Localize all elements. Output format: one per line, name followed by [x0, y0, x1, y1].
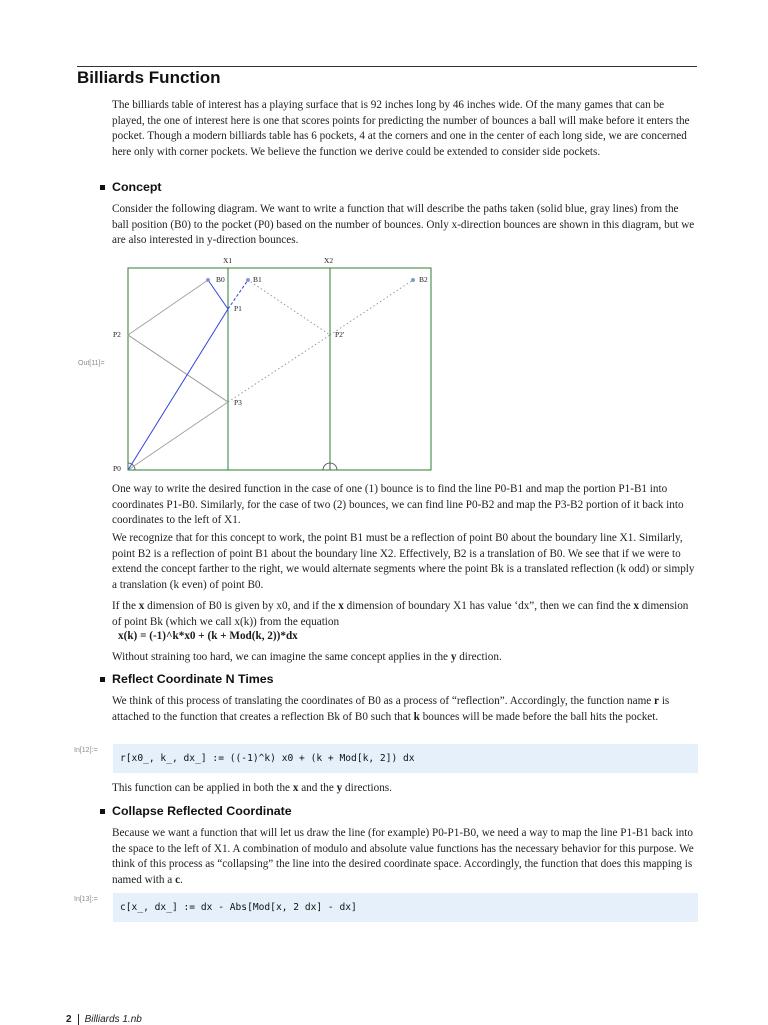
- reflect-paragraph-2: This function can be applied in both the x and the y directions.: [112, 782, 392, 794]
- page-number: 2: [66, 1014, 72, 1025]
- label-x1: X1: [223, 256, 233, 265]
- title-rule: [77, 66, 697, 67]
- gray-path-upper: [128, 280, 228, 402]
- concept-paragraph-3: We recognize that for this concept to work, the point B1 must be a reflection of point B0 about the boundary line X1. Similarly, point B2 is a reflection of point B1 about the boundary line X2. Effectively, B2 is a translation of B0. We see that if we were to extend the concept farther to the right, we would alternate segments where the point Bk is a translated reflection (k odd) or simply a translation (k even) of point B0.: [112, 532, 695, 591]
- section-heading: Collapse Reflected Coordinate: [112, 804, 292, 818]
- concept-paragraph-4: If the x dimension of B0 is given by x0, and if the x dimension of boundary X1 has value ‘dx”, then we can find the x dimension of point Bk (which we call x(k)) from the equation: [112, 600, 689, 628]
- input-label-12: In[12]:=: [74, 747, 98, 754]
- page-footer: [66, 1014, 142, 1025]
- dotted-path: [228, 280, 330, 402]
- concept-paragraph-5: Without straining too hard, we can imagine the same concept applies in the y direction.: [112, 651, 502, 663]
- ball-b2-icon: [411, 278, 415, 282]
- label-x2: X2: [324, 256, 334, 265]
- table-border: [128, 268, 431, 470]
- collapse-paragraph-1: Because we want a function that will let us draw the line (for example) P0-P1-B0, we need a way to map the line P1-B1 back into the space to the left of X1. A combination of modulo and absolute value functions has the necessary behavior for this purpose. We think of this process as “collapsing” the line into the desired coordinate space. Accordingly, the function that does this mapping is named with a c.: [112, 827, 694, 886]
- ball-b0-icon: [206, 278, 210, 282]
- section-concept[interactable]: [100, 180, 162, 194]
- label-p2: P2: [113, 330, 121, 339]
- concept-paragraph-2: One way to write the desired function in the case of one (1) bounce is to find the line P0-B1 and map the portion P1-B1 into coordinates P1-B0. Similarly, for the case of two (2) bounces, we can find line P0-B2 and map the P3-B2 portion of it back into coordinates to the left of X1.: [112, 483, 684, 527]
- section-reflect[interactable]: [100, 672, 274, 686]
- intro-paragraph: The billiards table of interest has a playing surface that is 92 inches long by 46 inches wide. Of the many games that can be played, the one of interest here is one that scores points for predicting the number of bounces a ball will make before it enters the pocket. Though a modern billiards table has 6 pockets, 4 at the corners and one in the center of each long side, we are concerned here only with corner pockets. We believe the function we derive could be extended to consider side pockets.: [112, 99, 690, 158]
- footer-divider: [78, 1014, 79, 1025]
- notebook-filename: Billiards 1.nb: [84, 1014, 142, 1025]
- label-b2: B2: [419, 275, 428, 284]
- section-bullet-icon: [100, 185, 105, 190]
- page-title: Billiards Function: [77, 68, 221, 87]
- reflection-equation: x(k) = (-1)^k*x0 + (k + Mod(k, 2))*dx: [118, 630, 298, 642]
- code-cell-collapse[interactable]: c[x_, dx_] := dx - Abs[Mod[x, 2 dx] - dx]: [113, 893, 698, 922]
- label-p3: P3: [234, 398, 242, 407]
- dotted-path-b2: [330, 280, 413, 335]
- section-heading: Reflect Coordinate N Times: [112, 672, 274, 686]
- section-bullet-icon: [100, 809, 105, 814]
- label-p0: P0: [113, 464, 121, 473]
- output-label: Out[11]=: [78, 360, 105, 367]
- gray-path-lower: [128, 335, 228, 470]
- reflect-paragraph-1: We think of this process of translating the coordinates of B0 as a process of “reflection”. Accordingly, the function name r is attached to the function that creates a reflection Bk of B0 such that k bounces will be made before the ball hits the pocket.: [112, 695, 670, 723]
- billiards-diagram: [108, 252, 438, 474]
- section-heading: Concept: [112, 180, 162, 194]
- input-label-13: In[13]:=: [74, 896, 98, 903]
- section-bullet-icon: [100, 677, 105, 682]
- blue-path: [128, 280, 228, 470]
- label-b0: B0: [216, 275, 225, 284]
- label-p1: P1: [234, 304, 242, 313]
- section-collapse[interactable]: [100, 804, 292, 818]
- ball-b1-icon: [246, 278, 250, 282]
- label-b1: B1: [253, 275, 262, 284]
- code-cell-reflect[interactable]: r[x0_, k_, dx_] := ((-1)^k) x0 + (k + Mod[k, 2]) dx: [113, 744, 698, 773]
- label-p2prime: P2': [335, 330, 345, 339]
- concept-paragraph-1: Consider the following diagram. We want to write a function that will describe the paths taken (solid blue, gray lines) from the ball position (B0) to the pocket (P0) based on the number of bounces. Only x-direction bounces are shown in this diagram, but we are also interested in y-direction bounces.: [112, 203, 695, 247]
